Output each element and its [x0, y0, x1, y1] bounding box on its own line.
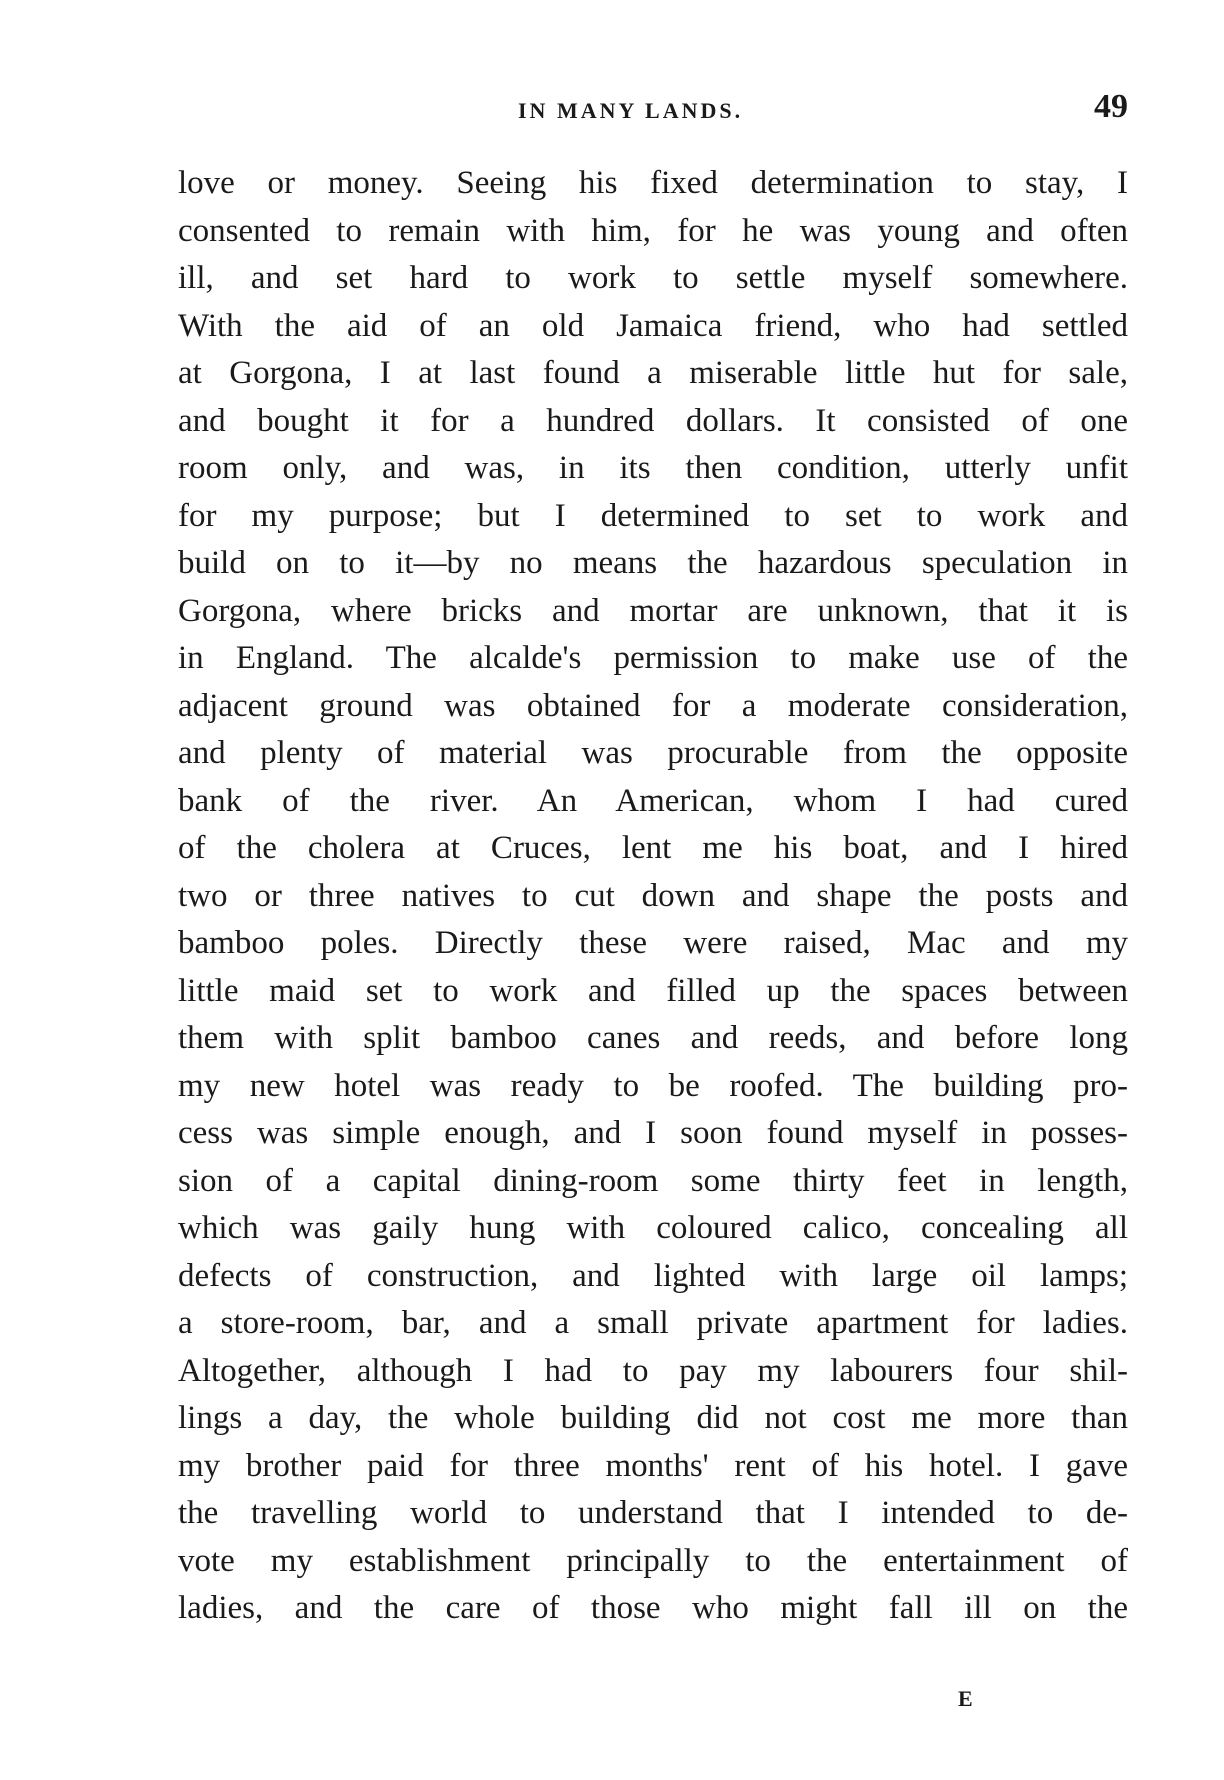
- text-line: two or three natives to cut down and shape the posts and: [178, 877, 1128, 914]
- text-line: bamboo poles. Directly these were raised, Mac and my: [178, 925, 1128, 961]
- text-line: of the cholera at Cruces, lent me his boat, and I hired: [178, 830, 1128, 866]
- page-number: 49: [1094, 88, 1128, 125]
- text-line: my new hotel was ready to be roofed. The building pro-: [178, 1067, 1128, 1104]
- text-line: and bought it for a hundred dollars. It consisted of one: [178, 402, 1128, 439]
- text-line: lings a day, the whole building did not cost me more than: [178, 1400, 1128, 1436]
- text-line: consented to remain with him, for he was young and often: [178, 212, 1128, 249]
- text-line: adjacent ground was obtained for a moderate consideration,: [178, 687, 1128, 724]
- text-line: little maid set to work and filled up the spaces between: [178, 972, 1128, 1009]
- signature-mark: E: [958, 1686, 975, 1711]
- text-line: build on to it—by no means the hazardous speculation in: [178, 545, 1128, 581]
- text-line: and plenty of material was procurable from the opposite: [178, 735, 1128, 771]
- text-line: them with split bamboo canes and reeds, and before long: [178, 1020, 1128, 1056]
- running-head: [178, 88, 1128, 128]
- text-line: bank of the river. An American, whom I had cured: [178, 782, 1128, 819]
- text-line: at Gorgona, I at last found a miserable little hut for sale,: [178, 355, 1128, 391]
- text-line: in England. The alcalde's permission to make use of the: [178, 640, 1128, 676]
- text-line: defects of construction, and lighted with large oil lamps;: [178, 1257, 1128, 1294]
- text-line: sion of a capital dining-room some thirty feet in length,: [178, 1162, 1128, 1199]
- text-line: Gorgona, where bricks and mortar are unknown, that it is: [178, 592, 1128, 629]
- body-text: [178, 160, 1128, 1633]
- text-line: room only, and was, in its then condition, utterly unfit: [178, 450, 1128, 486]
- text-line: for my purpose; but I determined to set to work and: [178, 497, 1128, 534]
- running-title: IN MANY LANDS.: [518, 98, 744, 123]
- text-line: the travelling world to understand that I intended to de-: [178, 1495, 1128, 1531]
- text-line: love or money. Seeing his fixed determination to stay, I: [178, 165, 1128, 201]
- text-line: ill, and set hard to work to settle myself somewhere.: [178, 260, 1128, 296]
- text-line: Altogether, although I had to pay my labourers four shil-: [178, 1352, 1128, 1389]
- text-line: which was gaily hung with coloured calico, concealing all: [178, 1210, 1128, 1246]
- text-line: With the aid of an old Jamaica friend, who had settled: [178, 307, 1128, 344]
- text-line: a store-room, bar, and a small private apartment for ladies.: [178, 1305, 1128, 1341]
- text-line: vote my establishment principally to the entertainment of: [178, 1542, 1128, 1579]
- text-line: my brother paid for three months' rent of his hotel. I gave: [178, 1447, 1128, 1484]
- text-line: ladies, and the care of those who might fall ill on the: [178, 1590, 1128, 1626]
- text-line: cess was simple enough, and I soon found myself in posses-: [178, 1115, 1128, 1151]
